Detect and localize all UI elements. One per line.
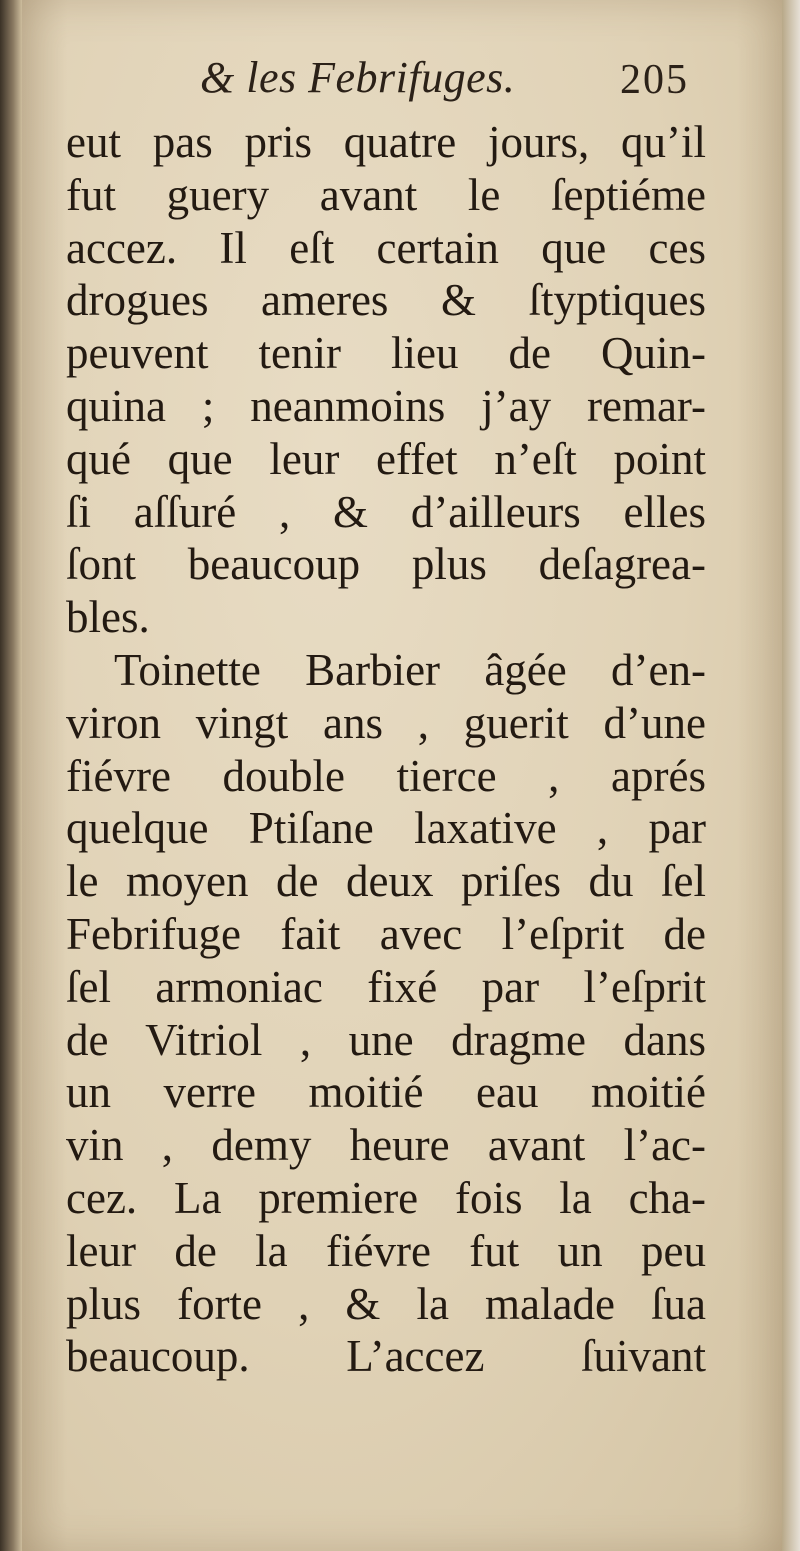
text-line: drogues ameres & ſtyptiques (66, 275, 706, 326)
body-text (66, 116, 706, 1383)
text-line: eut pas pris quatre jours, qu’il (66, 117, 706, 167)
text-line: bles. (66, 592, 150, 643)
text-line: un verre moitié eau moitié (66, 1067, 706, 1118)
page-number: 205 (620, 57, 689, 103)
text-line: accez. Il eſt certain que ces (66, 222, 706, 273)
text-line: beaucoup. L’accez ſuivant (66, 1331, 706, 1382)
book-gutter-edge (0, 0, 22, 1551)
text-line: cez. La premiere fois la cha- (66, 1172, 706, 1223)
text-line: quelque Ptiſane laxative , par (66, 803, 706, 854)
text-line: plus forte , & la malade ſua (66, 1278, 706, 1329)
text-line: ſi aſſuré , & d’ailleurs elles (66, 486, 706, 537)
text-line: Febrifuge fait avec l’eſprit de (66, 908, 706, 959)
text-line: vin , demy heure avant l’ac- (66, 1120, 706, 1171)
text-line: fut guery avant le ſeptiéme (66, 169, 706, 220)
text-line: de Vitriol , une dragme dans (66, 1014, 706, 1065)
running-head: & les Febrifuges. (200, 53, 516, 102)
page-outer-edge (782, 0, 800, 1551)
text-line: leur de la fiévre fut un peu (66, 1225, 706, 1276)
page-header (22, 52, 782, 112)
paragraph-first-line: Toinette Barbier âgée d’en- (114, 644, 706, 695)
text-line: ſont beaucoup plus deſagrea- (66, 539, 706, 590)
text-line: ſel armoniac fixé par l’eſprit (66, 961, 706, 1012)
text-line: le moyen de deux priſes du ſel (66, 856, 706, 907)
text-line: qué que leur effet n’eſt point (66, 433, 706, 484)
text-line: fiévre double tierce , aprés (66, 750, 706, 801)
text-line: quina ; neanmoins j’ay remar- (66, 380, 706, 431)
text-line: peuvent tenir lieu de Quin- (66, 328, 706, 379)
text-line: viron vingt ans , guerit d’une (66, 697, 706, 748)
book-page (22, 0, 782, 1551)
